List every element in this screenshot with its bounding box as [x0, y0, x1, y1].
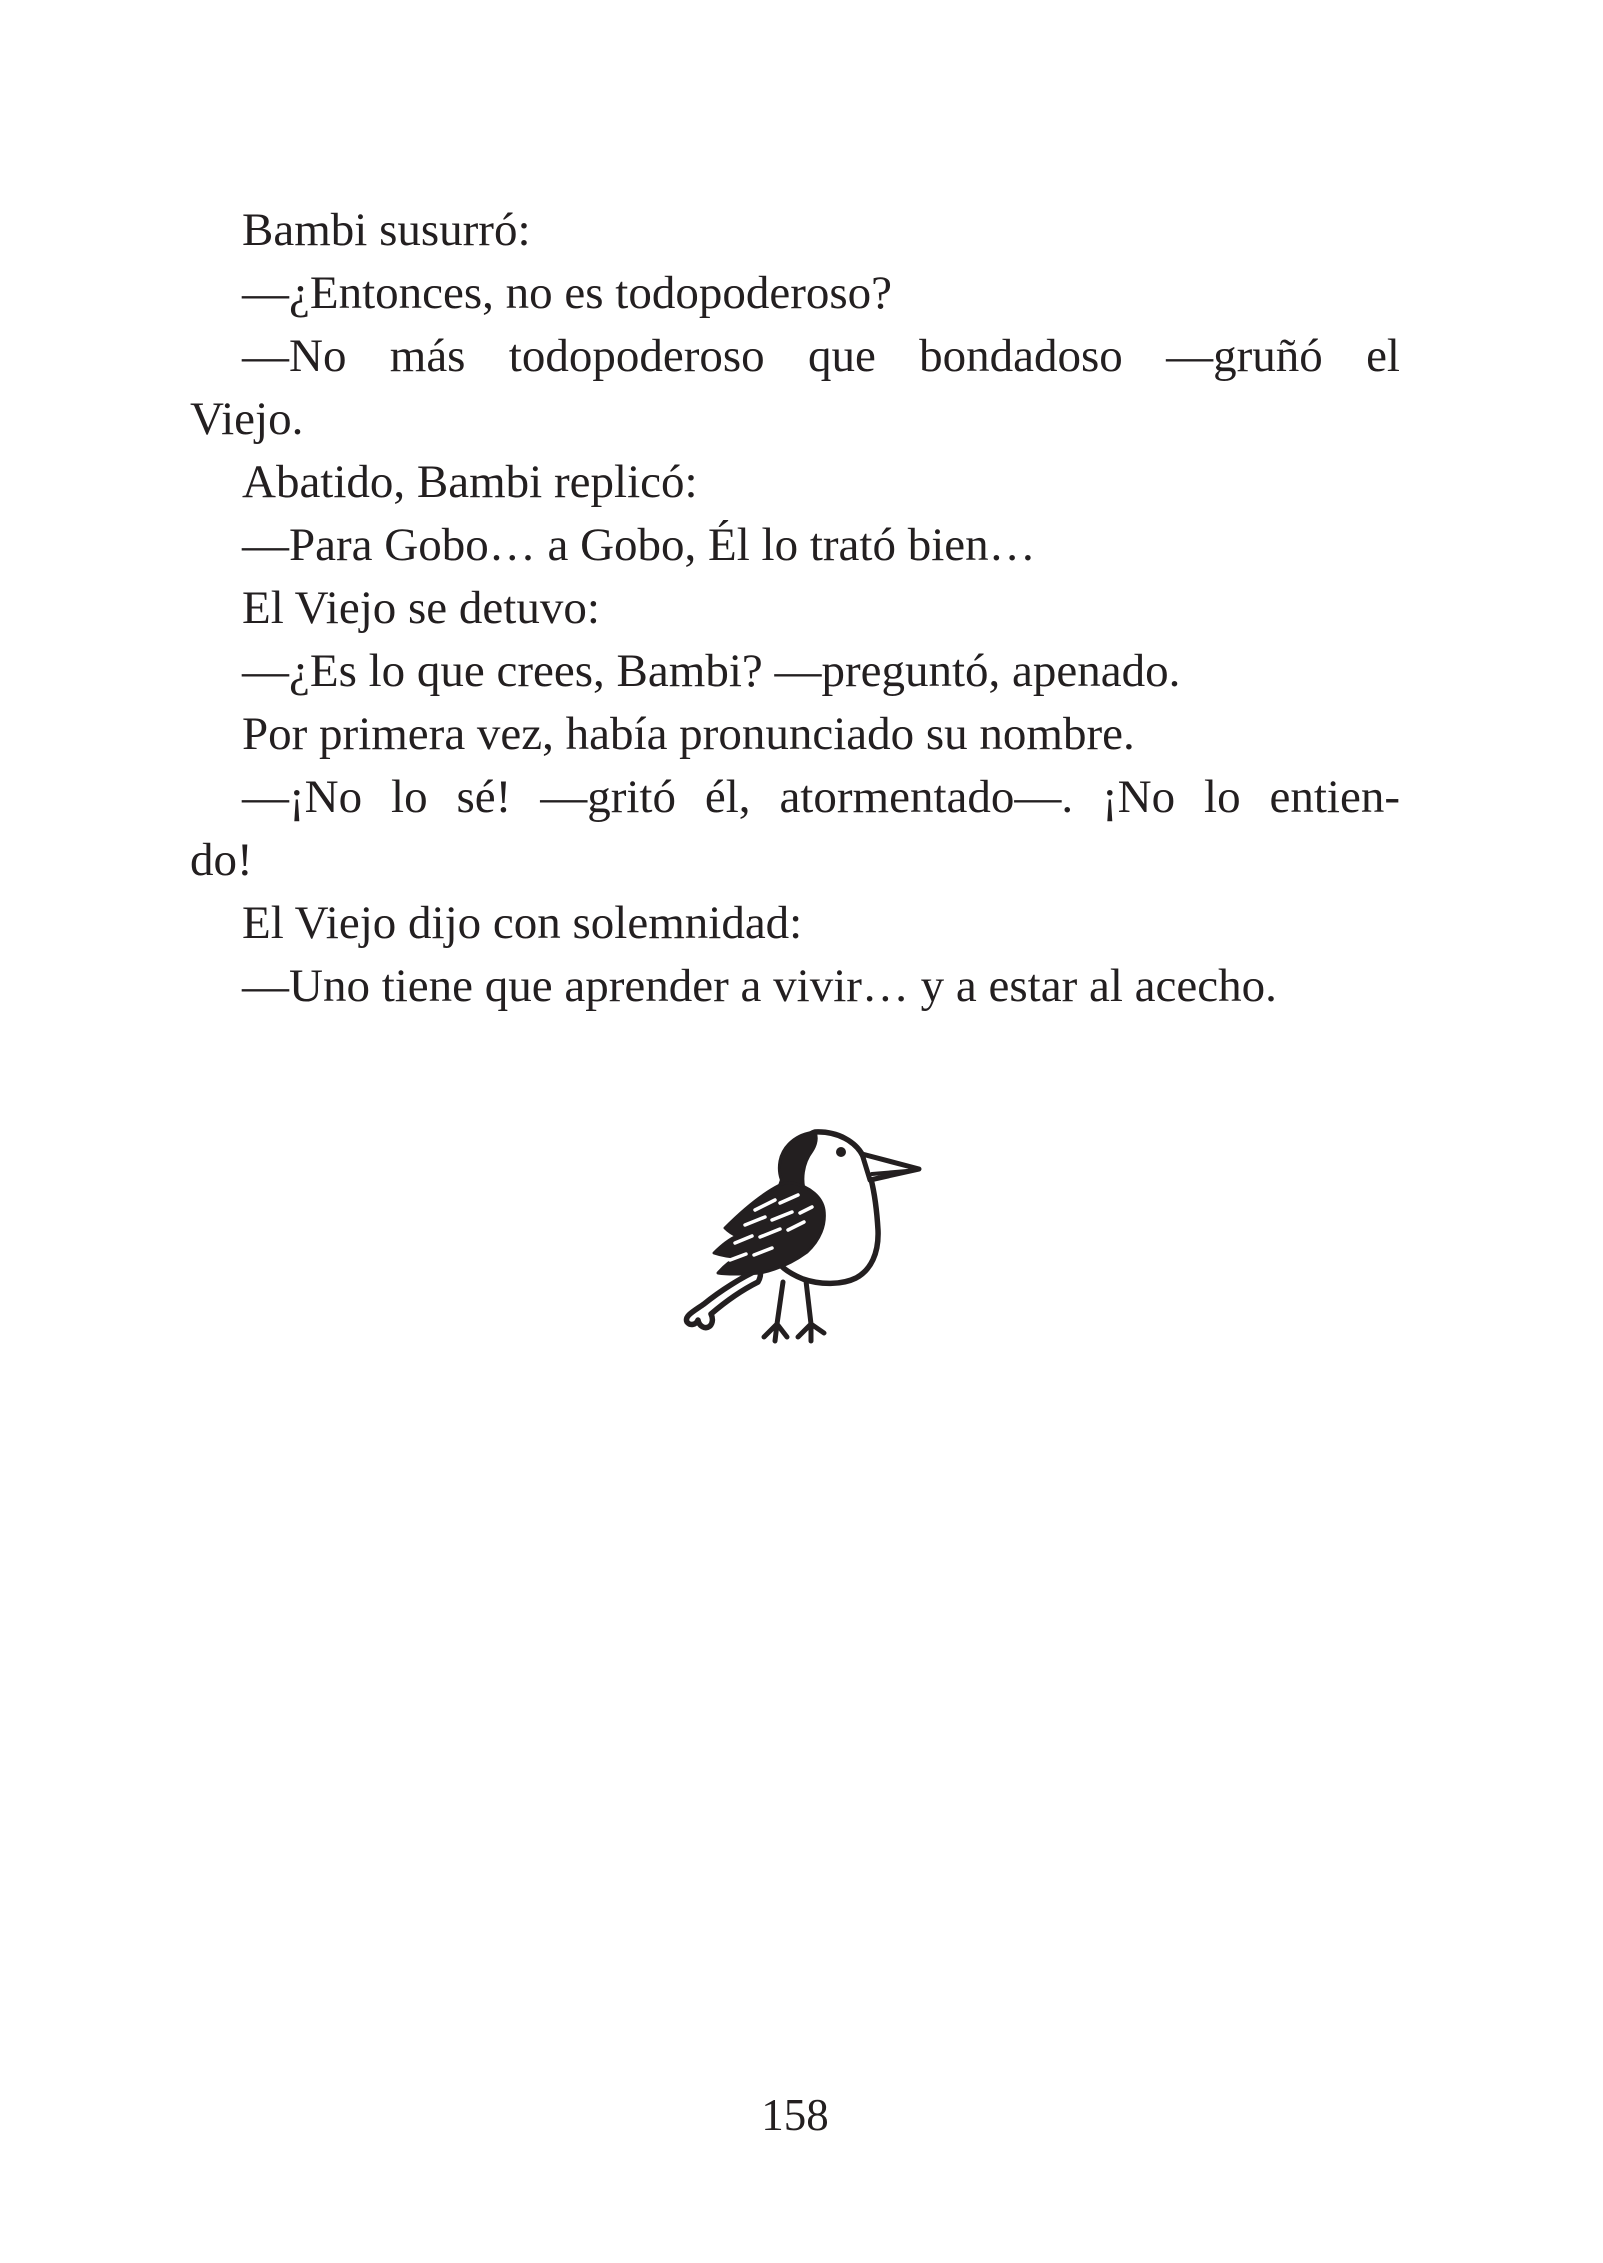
page-text	[190, 199, 1400, 1018]
text-line: El Viejo se detuvo:	[242, 582, 600, 634]
text-line: —¿Entonces, no es todopoderoso?	[242, 267, 893, 319]
text-line: El Viejo dijo con solemnidad:	[242, 897, 803, 949]
text-line: —Para Gobo… a Gobo, Él lo trató bien…	[242, 519, 1036, 571]
text-line: —Uno tiene que aprender a vivir… y a estar al acecho.	[242, 960, 1277, 1012]
text-line: do!	[190, 834, 253, 886]
text-line: Por primera vez, había pronunciado su nombre.	[242, 708, 1135, 760]
bird-illustration	[680, 1125, 925, 1350]
bird-legs	[764, 1281, 824, 1341]
text-line: —¡No lo sé! —gritó él, atormentado—. ¡No lo entien-	[242, 771, 1400, 823]
bird-tail	[686, 1269, 760, 1328]
bird-eye	[836, 1147, 846, 1157]
page-number: 158	[761, 2090, 829, 2140]
text-line: —¿Es lo que crees, Bambi? —preguntó, apenado.	[242, 645, 1181, 697]
text-line: Bambi susurró:	[242, 204, 531, 256]
text-line: Viejo.	[190, 393, 304, 445]
text-line: Abatido, Bambi replicó:	[242, 456, 698, 508]
text-line: —No más todopoderoso que bondadoso —gruñó el	[242, 330, 1400, 382]
bird-beak	[862, 1154, 919, 1180]
